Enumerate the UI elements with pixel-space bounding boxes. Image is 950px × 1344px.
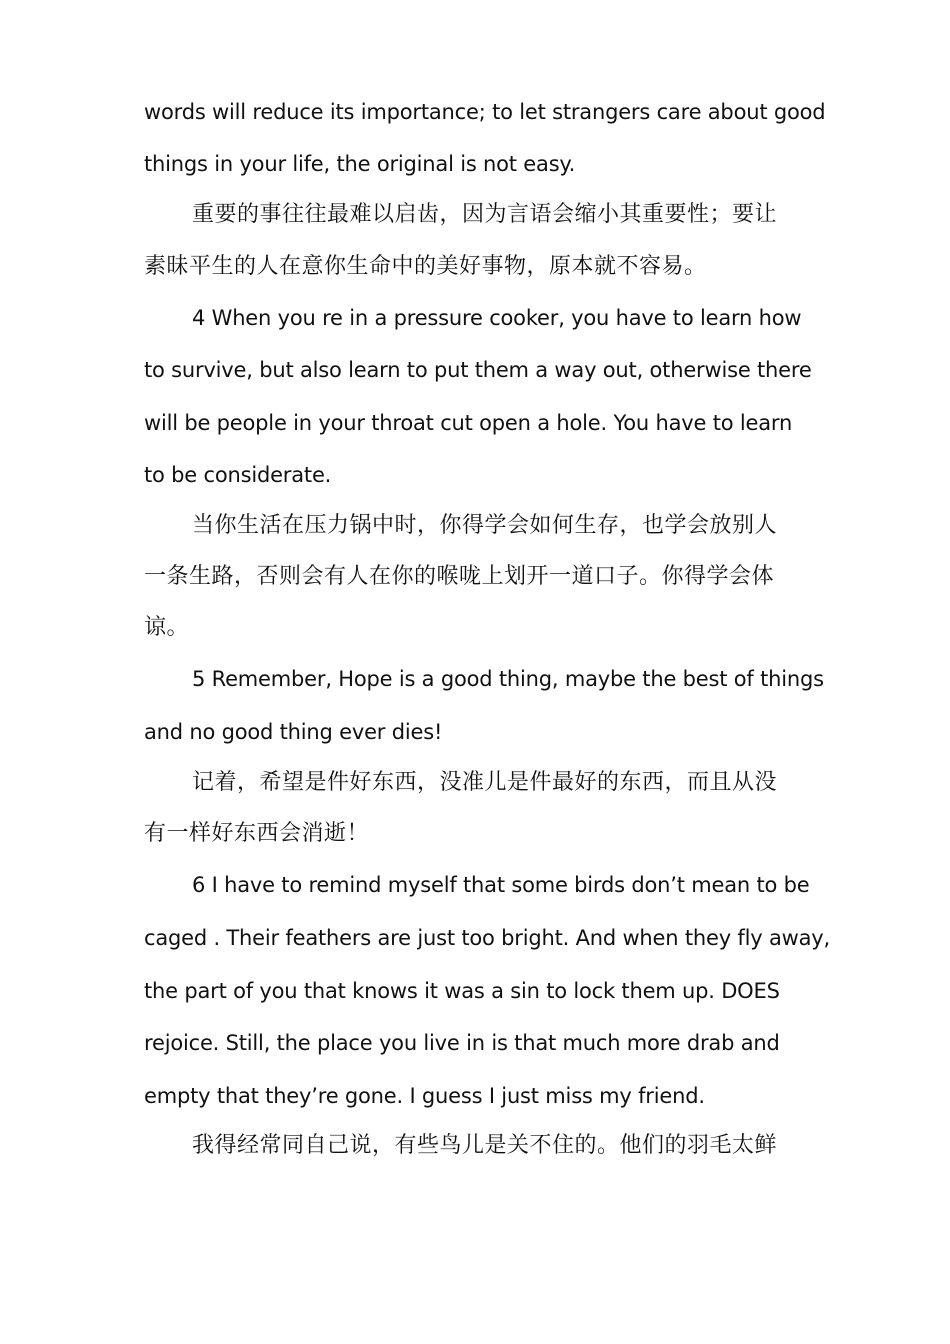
text-line: to be considerate. [144,463,332,487]
text-line: 当你生活在压力锅中时，你得学会如何生存，也学会放别人 [192,513,778,538]
text-line: 5 Remember, Hope is a good thing, maybe the best of things [192,667,824,691]
text-line: 谅。 [144,615,190,640]
text-line: 重要的事往往最难以启齿，因为言语会缩小其重要性；要让 [192,202,778,227]
text-line: will be people in your throat cut open a hole. You have to learn [144,411,793,435]
text-line: 一条生路，否则会有人在你的喉咙上划开一道口子。你得学会体 [144,564,775,589]
text-line: and no good thing ever dies! [144,720,443,744]
text-line: 4 When you re in a pressure cooker, you have to learn how [192,306,802,330]
text-line: words will reduce its importance; to let strangers care about good [144,100,826,124]
text-line: 有一样好东西会消逝！ [144,821,370,846]
text-line: things in your life, the original is not easy. [144,152,576,176]
text-line: rejoice. Still, the place you live in is that much more drab and [144,1031,780,1055]
text-line: 素昧平生的人在意你生命中的美好事物，原本就不容易。 [144,254,707,279]
text-line: the part of you that knows it was a sin to lock them up. DOES [144,979,780,1003]
text-line: caged . Their feathers are just too bright. And when they fly away, [144,926,830,950]
text-line: 我得经常同自己说，有些鸟儿是关不住的。他们的羽毛太鲜 [192,1133,778,1158]
text-line: to survive, but also learn to put them a way out, otherwise there [144,358,812,382]
text-line: 记着，希望是件好东西，没准儿是件最好的东西，而且从没 [192,770,778,795]
text-line: 6 I have to remind myself that some birds don’t mean to be [192,873,810,897]
text-line: empty that they’re gone. I guess I just miss my friend. [144,1084,705,1108]
